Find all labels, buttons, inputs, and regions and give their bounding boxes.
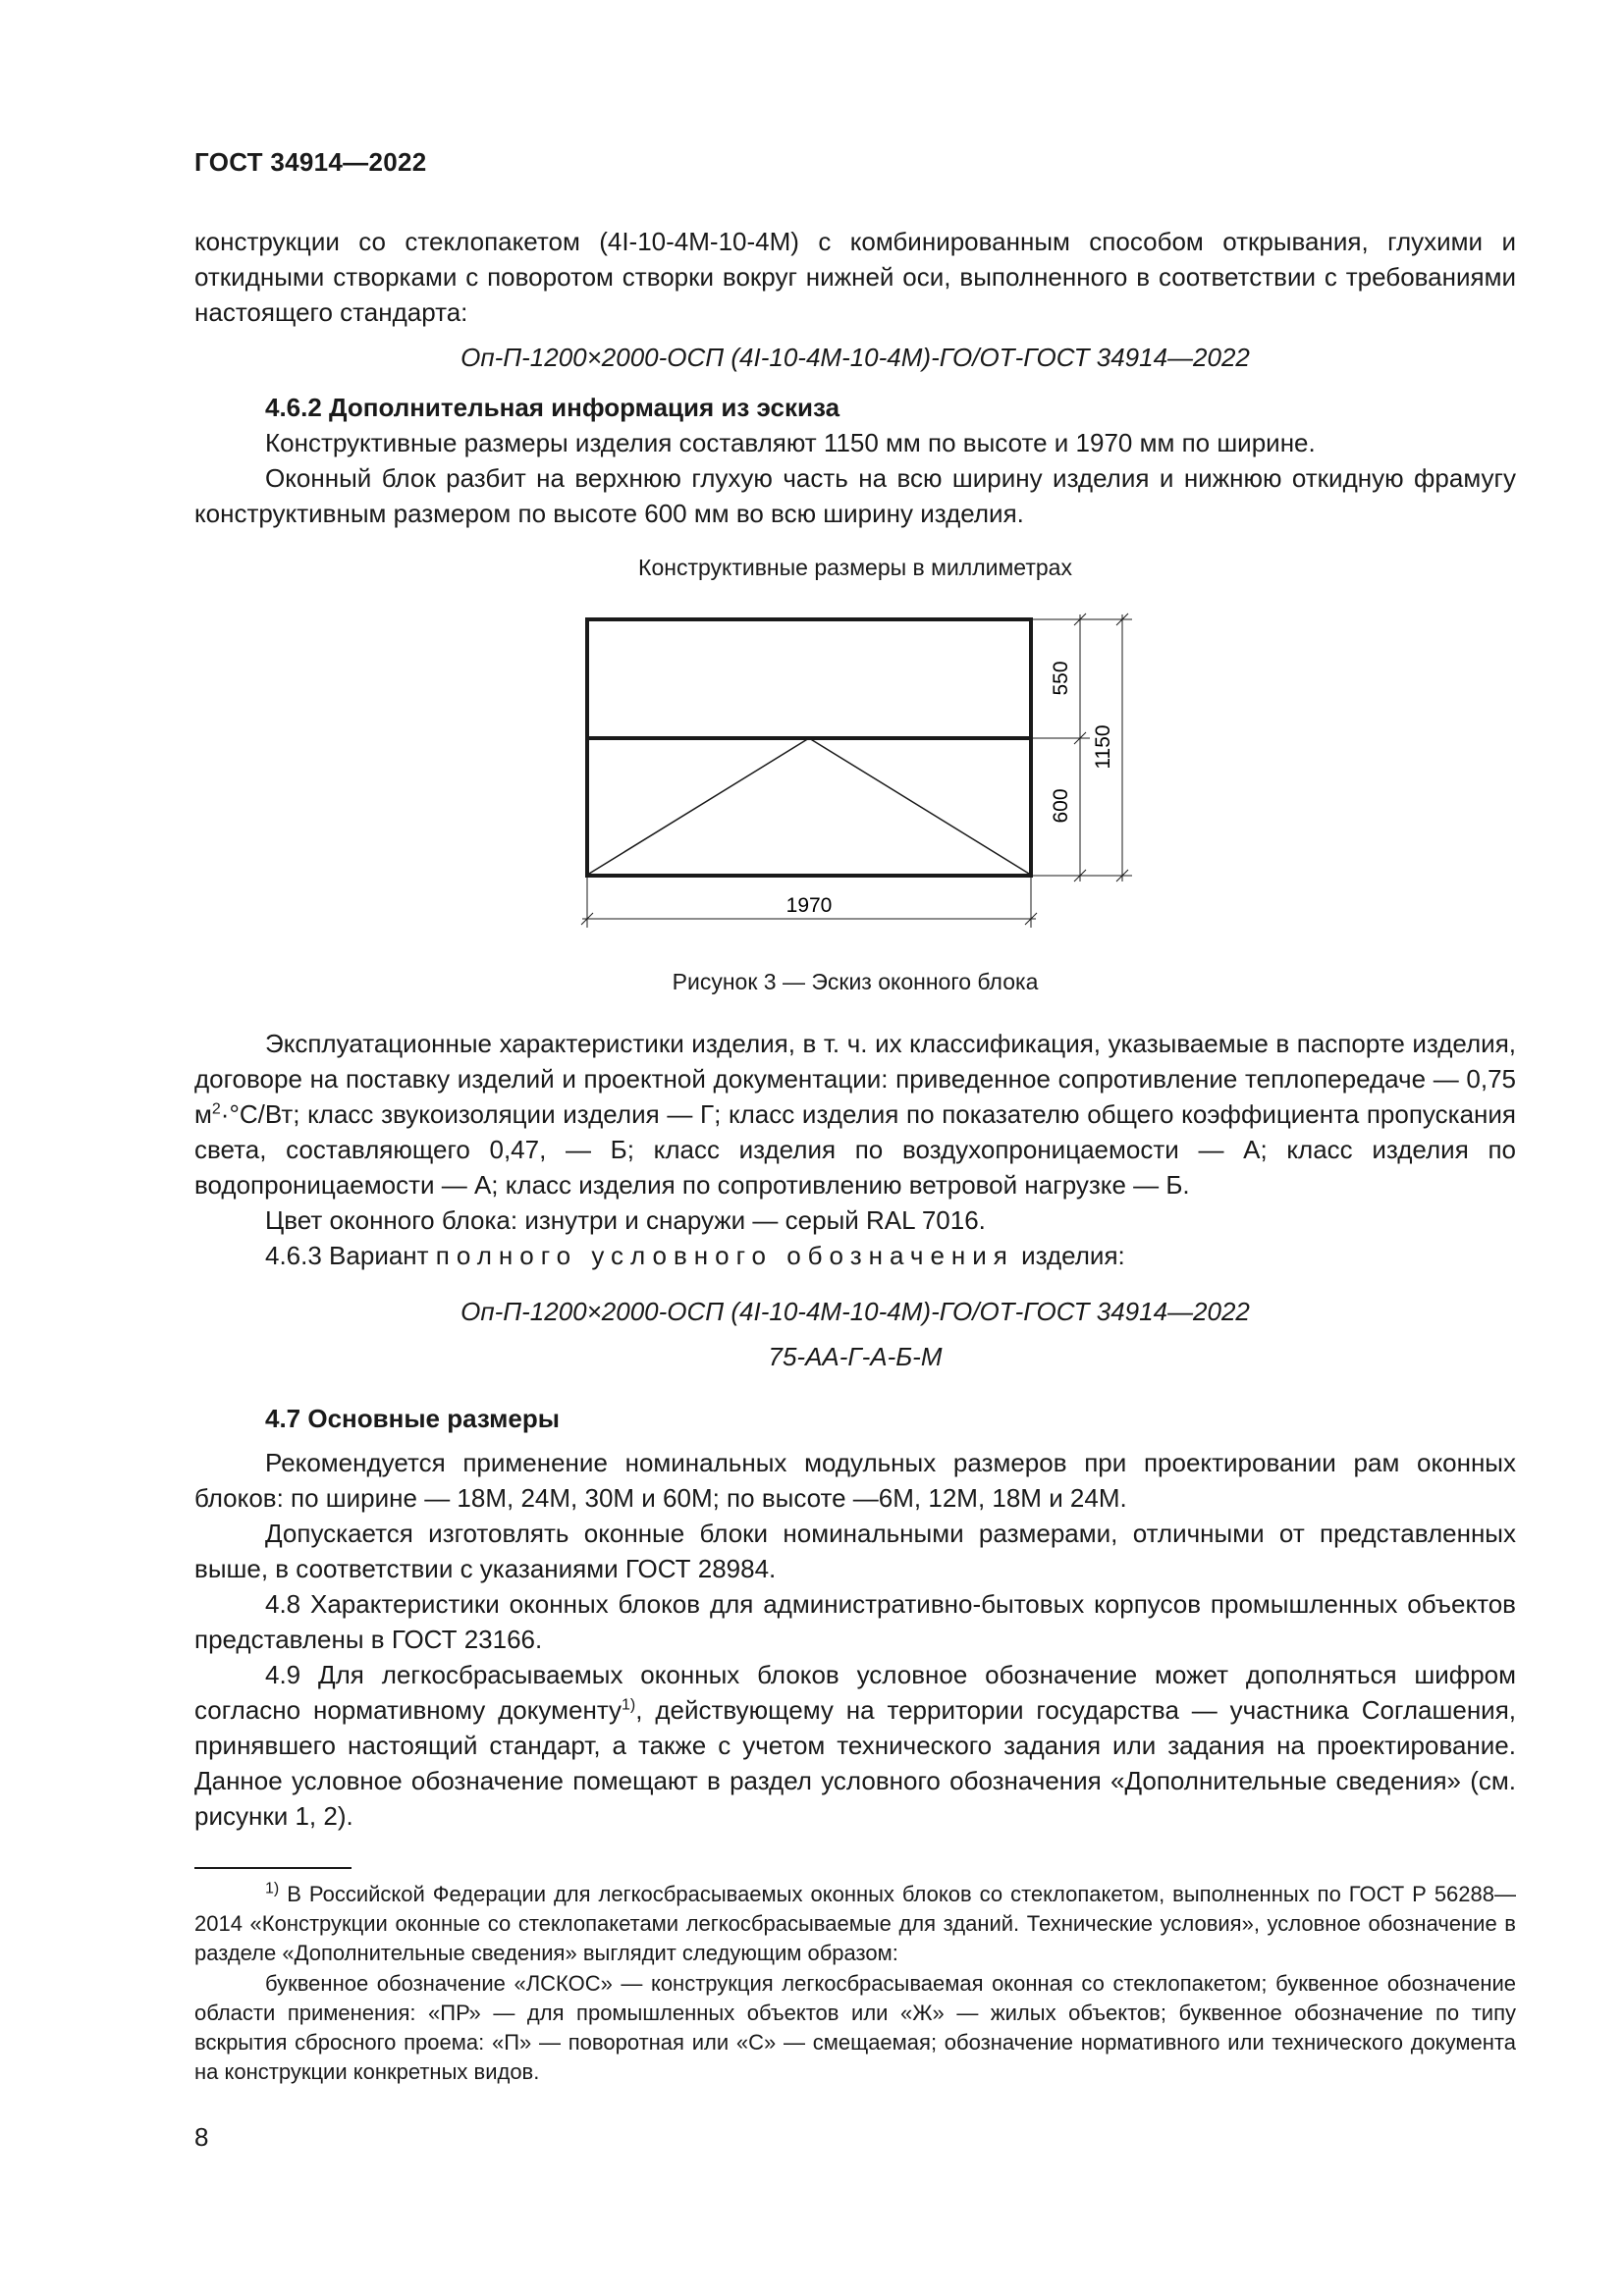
footnote-paragraph-2: буквенное обозначение «ЛСКОС» — конструкция легкосбрасываемая оконная со стеклопакетом; буквенное обозначение области применения: «ПР» — для промышленных объектов или «Ж» — жилых объектов; буквенное обозначение по типу вскрытия сбросного проема: «П» — поворотная или «С» — смещаемая; обозначение нормативного или технического документа на конструкции конкретных видов. [194, 1971, 1516, 2084]
paragraph-color: Цвет оконного блока: изнутри и снаружи — серый RAL 7016. [265, 1205, 986, 1235]
paragraph-dimensions: Конструктивные размеры изделия составляют 1150 мм по высоте и 1970 мм по ширине. [265, 428, 1316, 457]
paragraph-layout: Оконный блок разбит на верхнюю глухую часть на всю ширину изделия и нижнюю откидную фрамугу конструктивным размером по высоте 600 мм во всю ширину изделия. [194, 463, 1516, 528]
designation-formula-full: Оп-П-1200×2000-ОСП (4I-10-4М-10-4М)-ГО/ОТ-ГОСТ 34914—2022 [460, 1297, 1250, 1326]
figure-caption: Рисунок 3 — Эскиз оконного блока [672, 969, 1039, 994]
paragraph-modular-sizes: Рекомендуется применение номинальных модульных размеров при проектировании рам оконных блоков: по ширине — 18М, 24М, 30М и 60М; по высоте —6М, 12М, 18М и 24М. [194, 1448, 1516, 1513]
footnote-separator [194, 1867, 352, 1869]
window-frame [587, 619, 1031, 876]
intro-paragraph: конструкции со стеклопакетом (4I-10-4М-10-4М) с комбинированным способом открывания, глухими и откидными створками с поворотом створки вокруг нижней оси, выполненного в соответствии с требованиями настоящего стандарта: [194, 227, 1516, 327]
figure-units-note: Конструктивные размеры в миллиметрах [638, 555, 1072, 580]
page-number: 8 [194, 2122, 209, 2152]
document-page [194, 0, 1516, 2296]
footnote-paragraph-1: $^{1)}$ В Российской Федерации для легкосбрасываемых оконных блоков со стеклопакетом, выполненных по ГОСТ Р 56288—2014 «Конструкции оконные со стеклопакетами легкосбрасываемые для зданий. Технические условия», условное обозначение в разделе «Дополнительные сведения» выглядит следующим образом: [194, 1880, 1516, 1965]
footnote-ref[interactable]: 1) [622, 1696, 636, 1714]
dim-label-600: 600 [1050, 788, 1072, 824]
dim-label-1150: 1150 [1092, 724, 1114, 770]
paragraph-4-9: 4.9 Для легкосбрасываемых оконных блоков условное обозначение может дополняться шифром согласно нормативному документу$^{1)}$, действующему на территории государства — участника Соглашения, принявшего настоящий стандарт, а также с учетом технического задания или задания на проектирование. Данное условное обозначение помещают в раздел условного обозначения «Дополнительные сведения» (см. рисунки 1, 2). [194, 1660, 1516, 1831]
section-heading-4-7: 4.7 Основные размеры [265, 1404, 560, 1433]
dim-label-550: 550 [1050, 661, 1072, 696]
footnote-mark: 1) [265, 1880, 280, 1897]
dim-label-1970: 1970 [785, 894, 833, 917]
paragraph-4-8: 4.8 Характеристики оконных блоков для административно-бытовых корпусов промышленных объектов представлены в ГОСТ 23166. [194, 1589, 1516, 1654]
paragraph-other-sizes: Допускается изготовлять оконные блоки номинальными размерами, отличными от представленных выше, в соответствии с указаниями ГОСТ 28984. [194, 1519, 1516, 1583]
section-heading-4-6-2: 4.6.2 Дополнительная информация из эскиза [265, 393, 840, 422]
document-header: ГОСТ 34914—2022 [194, 147, 427, 177]
paragraph-characteristics: Эксплуатационные характеристики изделия, в т. ч. их классификация, указываемые в паспорте изделия, договоре на поставку изделий и проектной документации: приведенное сопротивление теплопередаче — 0,75 $м^2\cdot^\circ С/Вт$; класс звукоизоляции изделия — Г; класс изделия по показателю общего коэффициента пропускания света, составляющего 0,47, — Б; класс изделия по воздухопроницаемости — А; класс изделия по водопроницаемости — А; класс изделия по сопротивлению ветровой нагрузке — Б. [194, 1029, 1516, 1200]
designation-formula: Оп-П-1200×2000-ОСП (4I-10-4М-10-4М)-ГО/ОТ-ГОСТ 34914—2022 [460, 343, 1250, 372]
paragraph-4-6-3: 4.6.3 Вариант полного условного обозначения изделия: [265, 1241, 1125, 1270]
window-sketch-figure [194, 589, 1516, 942]
opening-triangle [589, 738, 1029, 874]
superscript-2: 2 [211, 1100, 221, 1118]
designation-formula-suffix: 75-АА-Г-А-Б-М [768, 1342, 943, 1371]
